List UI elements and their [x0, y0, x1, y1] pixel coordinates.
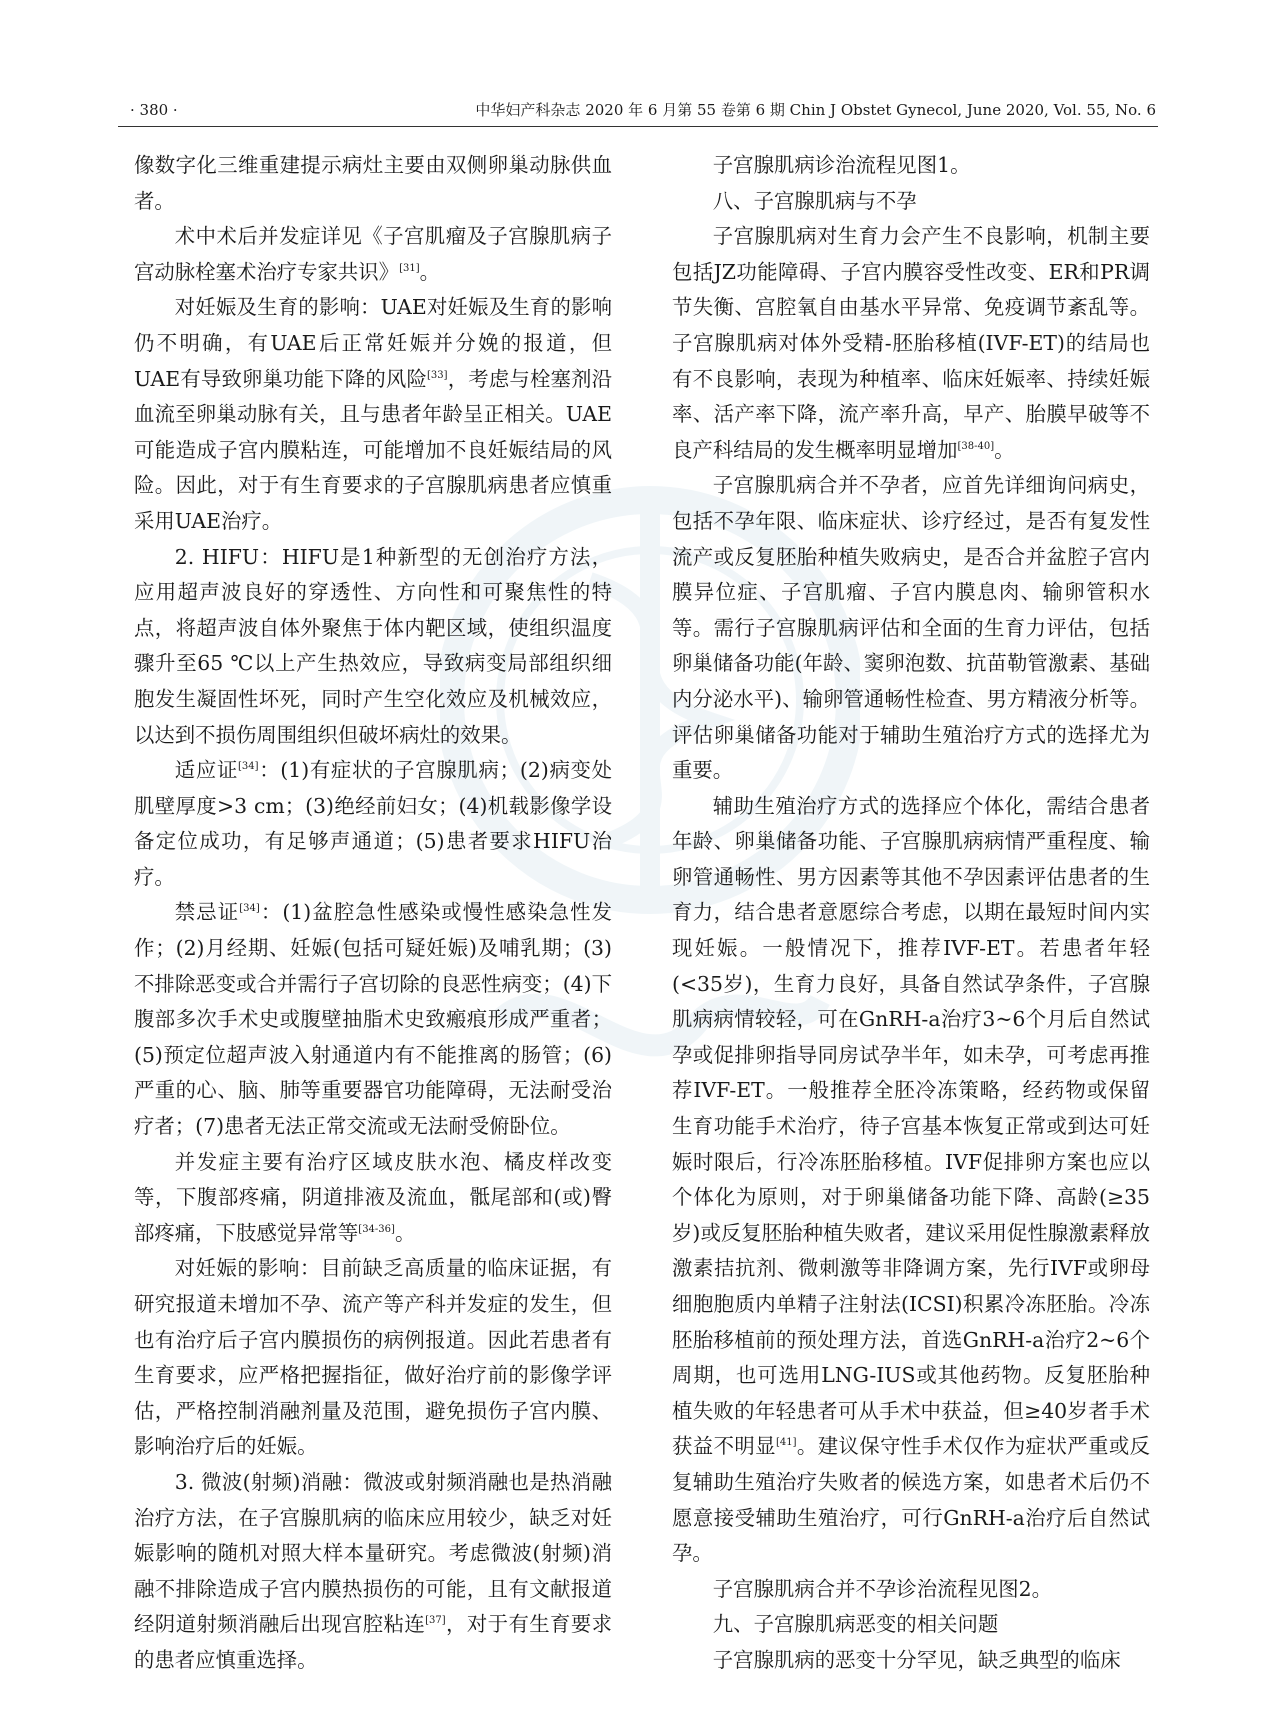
citation-ref: [31]: [399, 262, 420, 274]
paragraph: 禁忌证[34]：(1)盆腔急性感染或慢性感染急性发作；(2)月经期、妊娠(包括可疑妊娠)及哺乳期；(3)不排除恶变或合并需行子宫切除的良恶性病变；(4)下腹部多次手术史或腹壁抽脂术史致瘢痕形成严重者；(5)预定位超声波入射通道内有不能推离的肠管；(6)严重的心、脑、肺等重要器官功能障碍，无法耐受治疗者；(7)患者无法正常交流或无法耐受俯卧位。: [134, 900, 612, 1139]
citation-ref: [37]: [425, 1615, 446, 1627]
citation-ref: [34]: [239, 903, 260, 915]
paragraph: 并发症主要有治疗区域皮肤水泡、橘皮样改变等，下腹部疼痛，阴道排液及流血，骶尾部和(或)臀部疼痛，下肢感觉异常等[34-36]。: [134, 1149, 612, 1245]
journal-citation: 中华妇产科杂志 2020 年 6 月第 55 卷第 6 期 Chin J Obstet Gynecol, June 2020, Vol. 55, No. 6: [475, 101, 1156, 119]
right-column: [672, 148, 1150, 1679]
paragraph: 子宫腺肌病合并不孕者，应首先详细询问病史，包括不孕年限、临床症状、诊疗经过，是否有复发性流产或反复胚胎种植失败病史，是否合并盆腔子宫内膜异位症、子宫肌瘤、子宫内膜息肉、输卵管积水等。需行子宫腺肌病评估和全面的生育力评估，包括卵巢储备功能(年龄、窦卵泡数、抗苗勒管激素、基础内分泌水平)、输卵管通畅性检查、男方精液分析等。评估卵巢储备功能对于辅助生殖治疗方式的选择尤为重要。: [672, 473, 1150, 783]
paragraph: 子宫腺肌病对生育力会产生不良影响，机制主要包括JZ功能障碍、子宫内膜容受性改变、ER和PR调节失衡、宫腔氧自由基水平异常、免疫调节紊乱等。子宫腺肌病对体外受精-胚胎移植(IVF-ET)的结局也有不良影响，表现为种植率、临床妊娠率、持续妊娠率、活产率下降，流产率升高，早产、胎膜早破等不良产科结局的发生概率明显增加[38-40]。: [672, 224, 1150, 462]
paragraph: 子宫腺肌病的恶变十分罕见，缺乏典型的临床: [712, 1647, 1121, 1672]
page-header: [118, 96, 1158, 127]
paragraph: 像数字化三维重建提示病灶主要由双侧卵巢动脉供血者。: [134, 153, 612, 213]
paragraph: 子宫腺肌病合并不孕诊治流程见图2。: [712, 1576, 1053, 1601]
paragraph: 2. HIFU：HIFU是1种新型的无创治疗方法，应用超声波良好的穿透性、方向性和可聚焦性的特点，将超声波自体外聚焦于体内靶区域，使组织温度骤升至65 ℃以上产生热效应，导致病变局部组织细胞发生凝固性坏死，同时产生空化效应及机械效应，以达到不损伤周围组织但破坏病灶的效果。: [134, 544, 612, 747]
left-column: [134, 148, 612, 1679]
page-number: · 380 ·: [130, 101, 178, 119]
citation-ref: [33]: [427, 369, 448, 381]
section-heading: 九、子宫腺肌病恶变的相关问题: [712, 1612, 999, 1637]
paragraph: 对妊娠及生育的影响：UAE对妊娠及生育的影响仍不明确，有UAE后正常妊娠并分娩的报道，但UAE有导致卵巢功能下降的风险[33]，考虑与栓塞剂沿血流至卵巢动脉有关，且与患者年龄呈正相关。UAE可能造成子宫内膜粘连，可能增加不良妊娠结局的风险。因此，对于有生育要求的子宫腺肌病患者应慎重采用UAE治疗。: [134, 295, 612, 533]
citation-ref: [38-40]: [957, 440, 995, 452]
citation-ref: [41]: [775, 1437, 797, 1449]
paragraph: 辅助生殖治疗方式的选择应个体化，需结合患者年龄、卵巢储备功能、子宫腺肌病病情严重程度、输卵管通畅性、男方因素等其他不孕因素评估患者的生育力，结合患者意愿综合考虑，以期在最短时间内实现妊娠。一般情况下，推荐IVF-ET。若患者年轻(<35岁)，生育力良好，具备自然试孕条件，子宫腺肌病病情较轻，可在GnRH-a治疗3~6个月后自然试孕或促排卵指导同房试孕半年，如未孕，可考虑再推荐IVF-ET。一般推荐全胚冷冻策略，经药物或保留生育功能手术治疗，待子宫基本恢复正常或到达可妊娠时限后，行冷冻胚胎移植。IVF促排卵方案也应以个体化为原则，对于卵巢储备功能下降、高龄(≥35岁)或反复胚胎种植失败者，建议采用促性腺激素释放激素拮抗剂、微刺激等非降调方案，先行IVF或卵母细胞胞质内单精子注射法(ICSI)积累冷冻胚胎。冷冻胚胎移植前的预处理方法，首选GnRH-a治疗2~6个周期，也可选用LNG-IUS或其他药物。反复胚胎种植失败的年轻患者可从手术中获益，但≥40岁者手术获益不明显[41]。建议保守性手术仅作为症状严重或反复辅助生殖治疗失败者的候选方案，如患者术后仍不愿意接受辅助生殖治疗，可行GnRH-a治疗后自然试孕。: [672, 793, 1151, 1566]
paragraph: 术中术后并发症详见《子宫肌瘤及子宫腺肌病子宫动脉栓塞术治疗专家共识》[31]。: [134, 224, 612, 284]
paragraph: 3. 微波(射频)消融：微波或射频消融也是热消融治疗方法，在子宫腺肌病的临床应用较少，缺乏对妊娠影响的随机对照大样本量研究。考虑微波(射频)消融不排除造成子宫内膜热损伤的可能，且有文献报道经阴道射频消融后出现宫腔粘连[37]，对于有生育要求的患者应慎重选择。: [134, 1469, 613, 1672]
citation-ref: [34-36]: [358, 1223, 395, 1235]
section-heading: 八、子宫腺肌病与不孕: [712, 188, 917, 213]
paragraph: 子宫腺肌病诊治流程见图1。: [712, 153, 971, 177]
citation-ref: [34]: [238, 761, 259, 773]
paragraph: 对妊娠的影响：目前缺乏高质量的临床证据，有研究报道未增加不孕、流产等产科并发症的发生，但也有治疗后子宫内膜损伤的病例报道。因此若患者有生育要求，应严格把握指征，做好治疗前的影像学评估，严格控制消融剂量及范围，避免损伤子宫内膜、影响治疗后的妊娠。: [134, 1256, 612, 1459]
paragraph: 适应证[34]：(1)有症状的子宫腺肌病；(2)病变处肌壁厚度>3 cm；(3)绝经前妇女；(4)机载影像学设备定位成功，有足够声通道；(5)患者要求HIFU治疗。: [134, 758, 613, 889]
